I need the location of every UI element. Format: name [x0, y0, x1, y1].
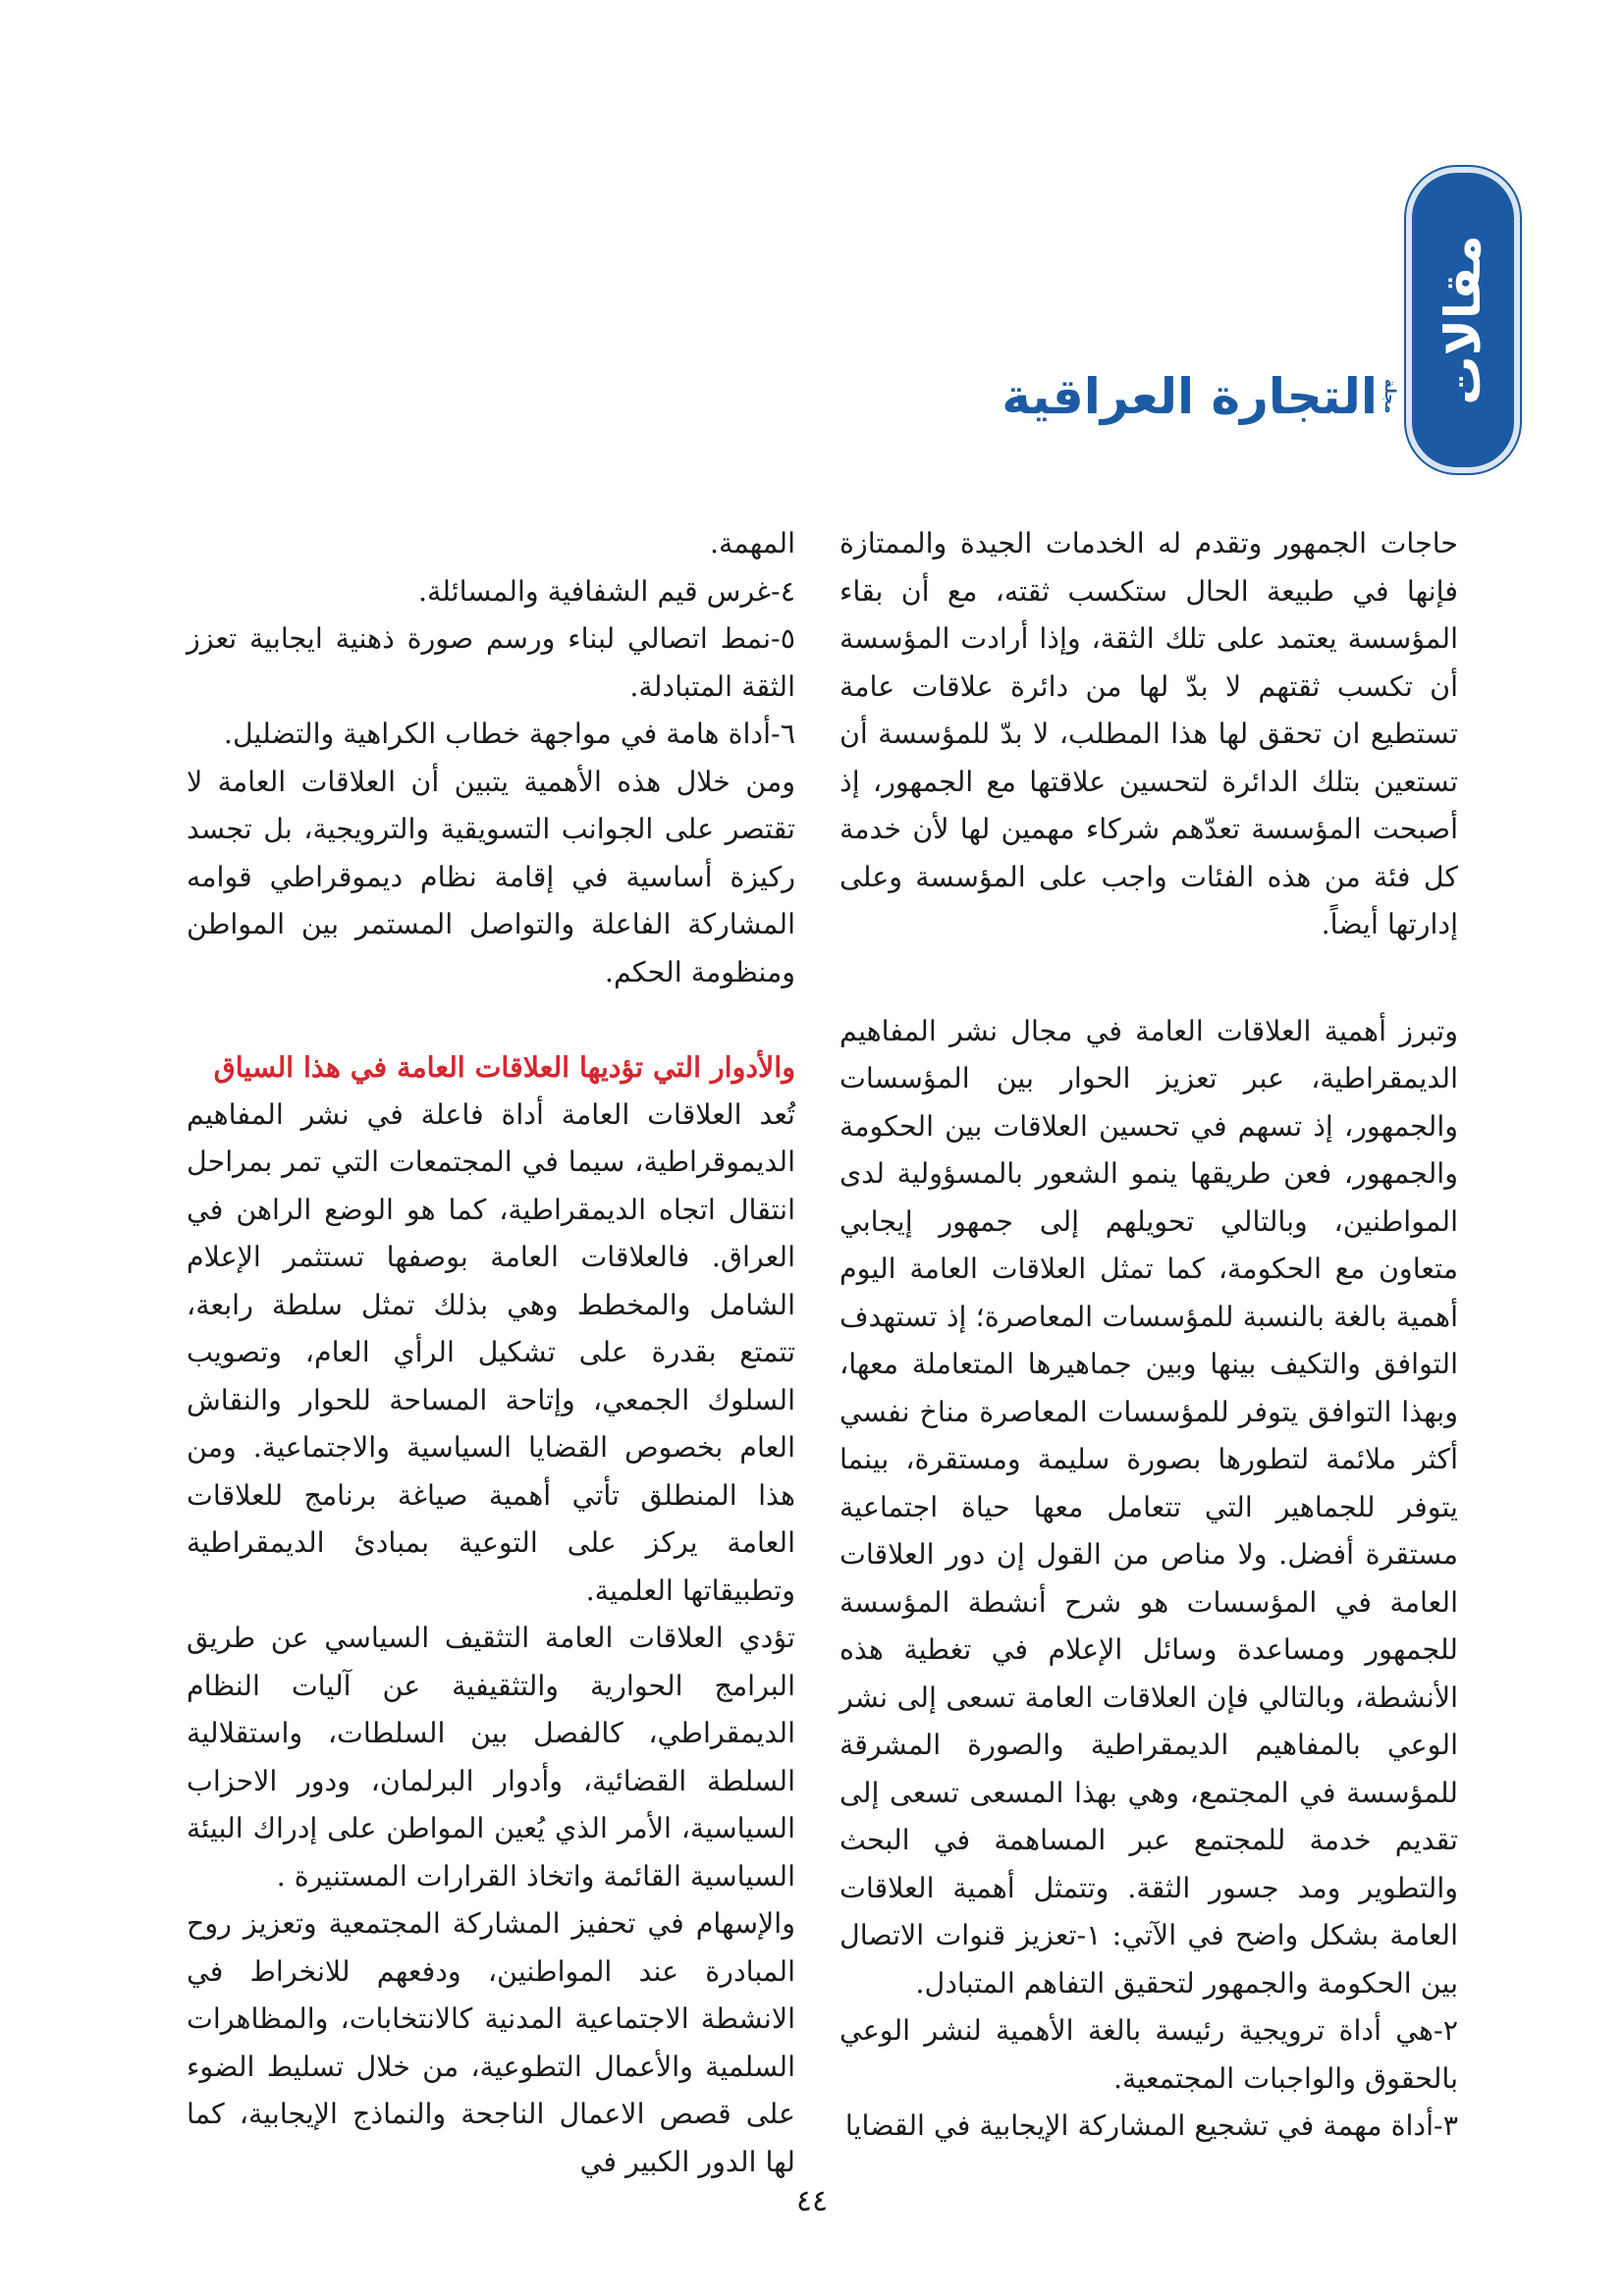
list-item: ٦-أداة هامة في مواجهة خطاب الكراهية والتضليل. — [223, 718, 795, 750]
paragraph: ومن خلال هذه الأهمية يتبين أن العلاقات العامة لا تقتصر على الجوانب التسويقية والترويجية، بل تجسد ركيزة أساسية في إقامة نظام ديموقراطي قوامه المشاركة الفاعلة والتواصل المستمر بين المواطن ومنظومة الحكم. — [187, 765, 795, 988]
paragraph: ٢-هي أداة ترويجية رئيسة بالغة الأهمية لنشر الوعي بالحقوق والواجبات المجتمعية. — [839, 2014, 1458, 2095]
paragraph: وتبرز أهمية العلاقات العامة في مجال نشر المفاهيم الديمقراطية، عبر تعزيز الحوار بين المؤسسات والجمهور، إذ تسهم في تحسين العلاقات بين الحكومة والجمهور، فعن طريقها ينمو الشعور بالمسؤولية لدى المواطنين، وبالتالي تحويلهم إلى جمهور إيجابي متعاون مع الحكومة، كما تمثل العلاقات العامة اليوم أهمية بالغة بالنسبة للمؤسسات المعاصرة؛ إذ تستهدف التوافق والتكيف بينها وبين جماهيرها المتعاملة معها، وبهذا التوافق يتوفر للمؤسسات المعاصرة مناخ نفسي أكثر ملائمة لتطورها بصورة سليمة ومستقرة، بينما يتوفر للجماهير التي تتعامل معها حياة اجتماعية مستقرة أفضل. ولا مناص من القول إن دور العلاقات العامة في المؤسسات هو شرح أنشطة المؤسسة للجمهور ومساعدة وسائل الإعلام في تغطية هذه الأنشطة، وبالتالي فإن العلاقات العامة تسعى إلى نشر الوعي بالمفاهيم الديمقراطية والصورة المشرقة للمؤسسة في المجتمع، وهي بهذا المسعى تسعى إلى تقديم خدمة للمجتمع عبر المساهمة في البحث والتطوير ومد جسور الثقة. وتتمثل أهمية العلاقات العامة بشكل واضح في الآتي: ١-تعزيز قنوات الاتصال بين الحكومة والجمهور لتحقيق التفاهم المتبادل. — [839, 1014, 1458, 2000]
paragraph: حاجات الجمهور وتقدم له الخدمات الجيدة والممتازة فإنها في طبيعة الحال ستكسب ثقته، مع أن بقاء المؤسسة يعتمد على تلك الثقة، وإذا أرادت المؤسسة أن تكسب ثقتهم لا بدّ لها من دائرة علاقات عامة تستطيع ان تحقق لها هذا المطلب، لا بدّ للمؤسسة أن تستعين بتلك الدائرة لتحسين علاقتها مع الجمهور، إذ أصبحت المؤسسة تعدّهم شركاء مهمين لها لأن خدمة كل فئة من هذه الفئات واجب على المؤسسة وعلى إدارتها أيضاً. — [839, 527, 1458, 940]
list-item: ٤-غرس قيم الشفافية والمسائلة. — [417, 574, 795, 608]
section-tab-label: مقالات — [1435, 235, 1491, 405]
paragraph: تُعد العلاقات العامة أداة فاعلة في نشر المفاهيم الديموقراطية، سيما في المجتمعات التي تمر بمراحل انتقال اتجاه الديمقراطية، كما هو الوضع الراهن في العراق. فالعلاقات العامة بوصفها تستثمر الإعلام الشامل والمخطط وهي بذلك تمثل سلطة رابعة، تتمتع بقدرة على تشكيل الرأي العام، وتصويب السلوك الجمعي، وإتاحة المساحة للحوار والنقاش العام بخصوص القضايا السياسية والاجتماعية. ومن هذا المنطلق تأتي أهمية صياغة برنامج للعلاقات العامة يركز على التوعية بمبادئ الديمقراطية وتطبيقاتها العلمية. — [187, 1097, 795, 1607]
right-column — [839, 520, 1458, 2151]
magazine-logo — [1001, 368, 1399, 447]
logo-main-text: التجارة العراقية — [1001, 368, 1378, 425]
section-heading: والأدوار التي تؤديها العلاقات العامة في هذا السياق — [213, 1050, 795, 1084]
paragraph: والإسهام في تحفيز المشاركة المجتمعية وتعزيز روح المبادرة عند المواطنين، ودفعهم للانخراط في الانشطة الاجتماعية المدنية كالانتخابات، والمظاهرات السلمية والأعمال التطوعية، من خلال تسليط الضوء على قصص الاعمال الناجحة والنماذج الإيجابية، كما لها الدور الكبير في — [187, 1907, 795, 2178]
list-item: ٥-نمط اتصالي لبناء ورسم صورة ذهنية ايجابية تعزز الثقة المتبادلة. — [187, 622, 795, 703]
page-number: ٤٤ — [795, 2184, 829, 2218]
logo-small-text: مجلة — [1381, 379, 1399, 414]
left-column — [187, 520, 795, 2186]
paragraph: تؤدي العلاقات العامة التثقيف السياسي عن طريق البرامج الحوارية والتثقيفية عن آليات النظام الديمقراطي، كالفصل بين السلطات، واستقلالية السلطة القضائية، وأدوار البرلمان، ودور الاحزاب السياسية، الأمر الذي يُعين المواطن على إدراك البيئة السياسية القائمة واتخاذ القرارات المستنيرة . — [187, 1622, 795, 1893]
section-tab — [1406, 167, 1520, 473]
paragraph: ٣-أداة مهمة في تشجيع المشاركة الإيجابية في القضايا — [844, 2109, 1458, 2142]
paragraph: المهمة. — [709, 527, 795, 560]
